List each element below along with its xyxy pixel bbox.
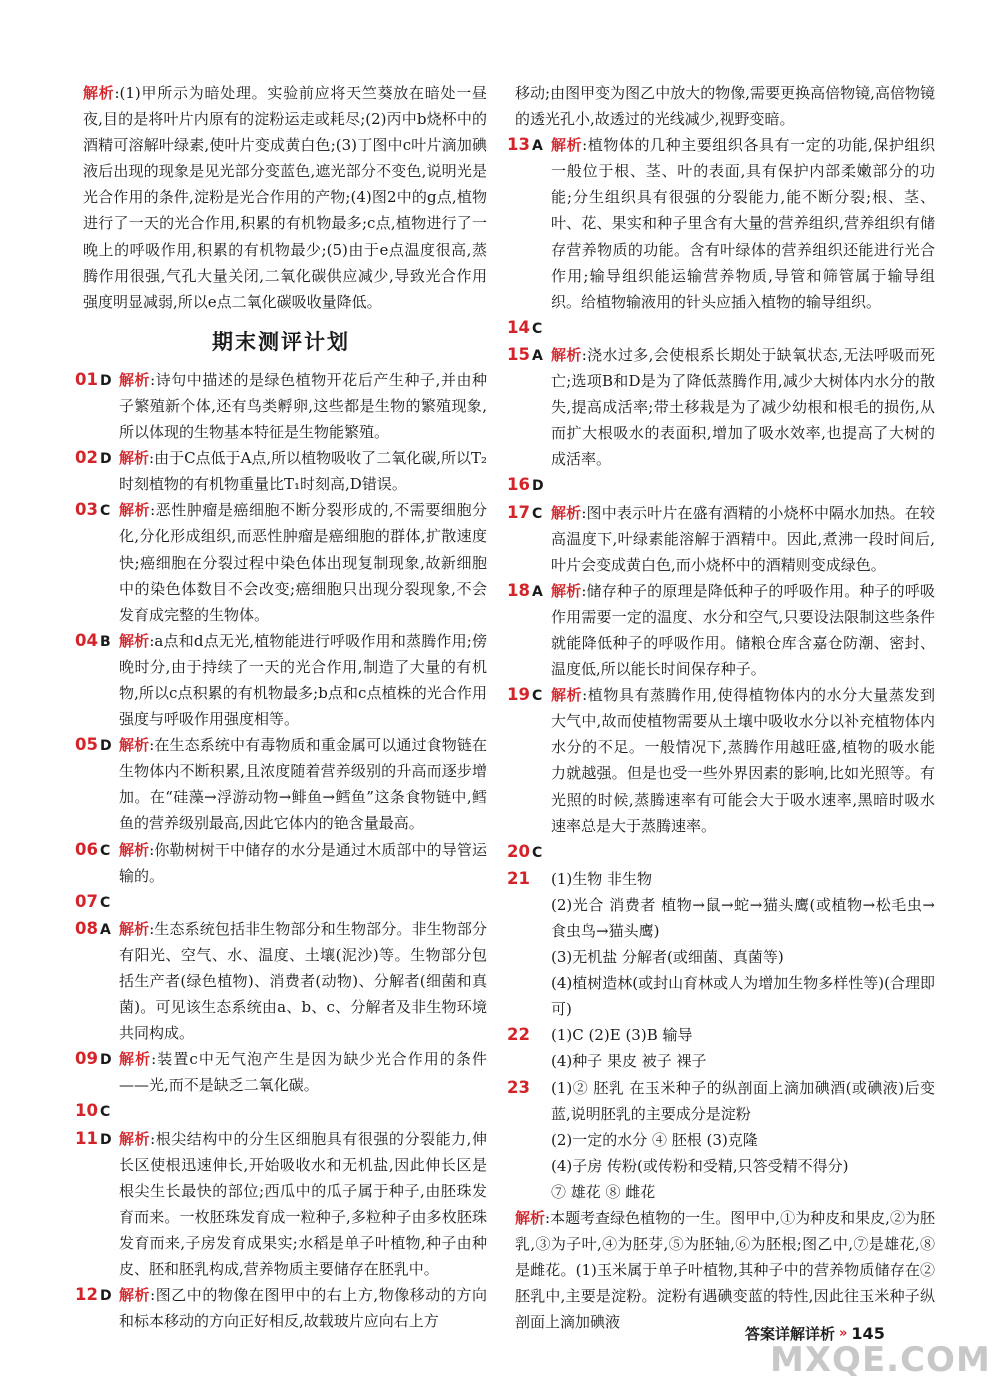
- answer-item-09: [75, 1046, 487, 1098]
- answer-letter: A: [531, 138, 543, 155]
- analysis-label: 解析: [119, 919, 150, 938]
- question-number: 03 C: [75, 500, 111, 520]
- answer-item-19: [507, 682, 935, 839]
- answer-item-12: [75, 1282, 487, 1334]
- answer-item-22: [507, 1022, 935, 1074]
- analysis-label: 解析: [551, 136, 583, 155]
- answer-item-04: [75, 628, 487, 732]
- continuation-text: 移动;由图甲变为图乙中放大的物像,需要更换高倍物镜,高倍物镜的透光孔小,故透过的光线减少,视野变暗。: [515, 84, 935, 129]
- answer-item-20: [507, 839, 935, 866]
- answer-letter: A: [531, 583, 543, 600]
- left-column: [75, 80, 487, 1334]
- answer-letter: C: [531, 844, 543, 861]
- answer-letter: C: [99, 894, 111, 911]
- answer-item-11: [75, 1126, 487, 1283]
- question-number: 09 D: [75, 1049, 112, 1069]
- question-number: 01 D: [75, 369, 112, 389]
- question-number: 13 A: [507, 135, 543, 155]
- answer-letter: B: [99, 633, 111, 650]
- answer-line: (1)生物 非生物: [551, 869, 653, 888]
- answer-line: (1)C (2)E (3)B 输导: [551, 1026, 693, 1045]
- analysis-text: :恶性肿瘤是癌细胞不断分裂形成的,不需要细胞分化,分化形成组织,而恶性肿瘤是癌细胞的群体,扩散速度快;癌细胞在分裂过程中染色体出现复制现象,故新细胞中的染色体数目不会改变;癌细胞只出现分裂现象,不会发育成完整的生物体。: [119, 501, 487, 624]
- answer-letter: C: [99, 503, 111, 520]
- analysis-label: 解析: [119, 840, 150, 859]
- answer-item-15: [507, 342, 935, 472]
- answer-item-08: [75, 916, 487, 1046]
- answer-item-03: [75, 497, 487, 627]
- answer-item-13: [507, 132, 935, 315]
- answer-list: [75, 367, 487, 1334]
- analysis-text: :图乙中的物像在图甲中的右上方,物像移动的方向和标本移动的方向正好相反,故载玻片应向右上方: [119, 1286, 487, 1331]
- analysis-label: 解析: [551, 686, 583, 705]
- question-number: 18 A: [507, 580, 543, 600]
- question-number: 16 D: [507, 475, 544, 495]
- answer-list: [507, 132, 935, 866]
- answer-item-14: [507, 315, 935, 342]
- question-number: 14 C: [507, 317, 543, 337]
- analysis-text: :浇水过多,会使根系长期处于缺氧状态,无法呼吸而死亡;选项B和D是为了降低蒸腾作用,减少大树体内水分的散失,提高成活率;带土移栽是为了减少幼根和根毛的损伤,从而扩大根吸水的表面积,增加了吸水效率,也提高了大树的成活率。: [551, 345, 935, 469]
- analysis-text: :a点和d点无光,植物能进行呼吸作用和蒸腾作用;傍晚时分,由于持续了一天的光合作用,制造了大量的有机物,所以c点积累的有机物最多;b点和c点植株的光合作用强度与呼吸作用强度相等。: [119, 631, 487, 729]
- question-number: 20 C: [507, 841, 543, 861]
- analysis-text: :装置c中无气泡产生是因为缺少光合作用的条件——光,而不是缺乏二氧化碳。: [119, 1050, 487, 1095]
- analysis-text: :(1)甲所示为暗处理。实验前应将天竺葵放在暗处一昼夜,目的是将叶片内原有的淀粉运走或耗尽;(2)丙中b烧杯中的酒精可溶解叶绿素,使叶片变成黄白色;(3)丁图中c叶片滴加碘液后出现的现象是见光部分变蓝色,遮光部分不变色,说明光是光合作用的条件,淀粉是光合作用的产物;(4)图2中的g点,植物进行了一天的光合作用,积累的有机物最多;c点,植物进行了一晚上的呼吸作用,积累的有机物最少;(5)由于e点温度很高,蒸腾作用很强,气孔大量关闭,二氧化碳供应减少,导致光合作用强度明显减弱,所以e点二氧化碳吸收量降低。: [83, 84, 487, 311]
- analysis-label: 解析: [119, 1129, 151, 1148]
- question-number: 05 D: [75, 735, 112, 755]
- answer-line: (4)植树造林(或封山育林或人为增加生物多样性等)(合理即可): [551, 974, 935, 1019]
- answer-letter: D: [99, 372, 112, 389]
- analysis-label: 解析: [119, 736, 150, 755]
- page-number: 145: [851, 1323, 885, 1343]
- continuation-paragraph: [507, 80, 935, 132]
- answer-letter: C: [531, 505, 543, 522]
- answer-letter: D: [99, 738, 112, 755]
- answer-item-02: [75, 445, 487, 497]
- question-number: 21: [507, 868, 530, 888]
- answer-item-01: [75, 367, 487, 445]
- section-title: 期末测评计划: [212, 329, 350, 354]
- answer-letter: C: [531, 320, 543, 337]
- question-number: 07 C: [75, 891, 111, 911]
- answer-letter: D: [99, 1131, 112, 1148]
- question-number: 08 A: [75, 918, 111, 938]
- answer-item-07: [75, 889, 487, 916]
- answer-item-18: [507, 578, 935, 682]
- question-number: 11 D: [75, 1128, 112, 1148]
- analysis-text: :你勒树树干中储存的水分是通过木质部中的导管运输的。: [119, 840, 487, 885]
- answer-letter: D: [99, 1052, 112, 1069]
- question-number: 23: [507, 1077, 530, 1097]
- analysis-label: 解析: [551, 503, 582, 522]
- answer-line: (4)种子 果皮 被子 裸子: [551, 1052, 707, 1071]
- footer-label: 答案详解详析: [745, 1324, 836, 1343]
- analysis-text: :根尖结构中的分生区细胞具有很强的分裂能力,伸长区使根迅速伸长,开始吸收水和无机盐,因此伸长区是根尖生长最快的部位;西瓜中的瓜子属于种子,由胚珠发育而来。一枚胚珠发育成一粒种子,多粒种子由多枚胚珠发育而来,子房发育成果实;水稻是单子叶植物,种子由种皮、胚和胚乳构成,营养物质主要储存在胚乳中。: [119, 1129, 487, 1279]
- analysis-text: :植物体的几种主要组织各具有一定的功能,保护组织一般位于根、茎、叶的表面,具有保护内部柔嫩部分的功能;分生组织具有很强的分裂能力,能不断分裂;根、茎、叶、花、果实和种子里含有大量的营养组织,营养组织有储存营养物质的功能。含有叶绿体的营养组织还能进行光合作用;输导组织能运输营养物质,导管和筛管属于输导组织。给植物输液用的针头应插入植物的输导组织。: [551, 136, 935, 311]
- chevron-right-icon: »: [839, 1325, 848, 1341]
- answer-item-06: [75, 837, 487, 889]
- answer-line: (1)② 胚乳 在玉米种子的纵剖面上滴加碘酒(或碘液)后变蓝,说明胚乳的主要成分是淀粉: [551, 1078, 935, 1123]
- answer-letter: A: [99, 921, 111, 938]
- watermark: MXQE.COM: [770, 1340, 991, 1380]
- analysis-text: :储存种子的原理是降低种子的呼吸作用。种子的呼吸作用需要一定的温度、水分和空气,只要设法限制这些条件就能降低种子的呼吸作用。储粮仓库含嘉仓防潮、密封、温度低,所以能长时间保存种子。: [551, 581, 935, 679]
- analysis-label: 解析: [119, 449, 150, 468]
- answer-item-17: [507, 500, 935, 578]
- question-number: 22: [507, 1025, 530, 1045]
- analysis-label: 解析: [83, 84, 115, 102]
- analysis-text: :生态系统包括非生物部分和生物部分。非生物部分有阳光、空气、水、温度、土壤(泥沙)等。生物部分包括生产者(绿色植物)、消费者(动物)、分解者(细菌和真菌)。可见该生态系统由a、b、c、分解者及非生物环境共同构成。: [119, 919, 487, 1043]
- question-number: 10 C: [75, 1101, 111, 1121]
- analysis-text: :在生态系统中有毒物质和重金属可以通过食物链在生物体内不断积累,且浓度随着营养级别的升高而逐步增加。在“硅藻→浮游动物→鲱鱼→鳕鱼”这条食物链中,鳕鱼的营养级别最高,因此它体内的铯含量最高。: [119, 736, 487, 833]
- analysis-text: :植物具有蒸腾作用,使得植物体内的水分大量蒸发到大气中,故而使植物需要从土壤中吸收水分以补充植物体内水分的不足。一般情况下,蒸腾作用越旺盛,植物的吸水能力就越强。但是也受一些外界因素的影响,比如光照等。有光照的时候,蒸腾速率有可能会大于吸水速率,黑暗时吸水速率总是大于蒸腾速率。: [551, 686, 935, 835]
- answer-line: (2)一定的水分 ④ 胚根 (3)克隆: [551, 1130, 758, 1149]
- answer-item-10: [75, 1098, 487, 1125]
- answer-item-16: [507, 472, 935, 499]
- analysis-label: 解析: [119, 1050, 152, 1069]
- question-number: 12 D: [75, 1285, 112, 1305]
- answer-line: ⑦ 雄花 ⑧ 雌花: [551, 1182, 656, 1201]
- question-number: 06 C: [75, 839, 111, 859]
- answer-item-05: [75, 732, 487, 836]
- analysis-label: 解析: [119, 370, 151, 389]
- analysis-text: :本题考查绿色植物的一生。图甲中,①为种皮和果皮,②为胚乳,③为子叶,④为胚芽,⑤为胚轴,⑥为胚根;图乙中,⑦是雄花,⑧是雌花。(1)玉米属于单子叶植物,其种子中的营养物质储存在②胚乳中,主要是淀粉。淀粉有遇碘变蓝的特性,因此往玉米种子纵剖面上滴加碘液: [515, 1209, 935, 1332]
- analysis-text: :由于C点低于A点,所以植物吸收了二氧化碳,所以T₂时刻植物的有机物重量比T₁时刻高,D错误。: [119, 449, 487, 494]
- answer-line: (3)无机盐 分解者(或细菌、真菌等): [551, 948, 784, 967]
- analysis-label: 解析: [551, 581, 582, 600]
- analysis-label: 解析: [119, 501, 151, 520]
- analysis-label: 解析: [551, 345, 582, 364]
- analysis-label: 解析: [515, 1209, 546, 1228]
- answer-letter: C: [99, 1104, 111, 1121]
- answer-letter: D: [99, 1288, 112, 1305]
- analysis-text: :图中表示叶片在盛有酒精的小烧杯中隔水加热。在较高温度下,叶绿素能溶解于酒精中。因此,煮沸一段时间后,叶片会变成黄白色,而小烧杯中的酒精则变成绿色。: [551, 503, 935, 574]
- analysis-label: 解析: [119, 1286, 151, 1305]
- question-number: 02 D: [75, 448, 112, 468]
- analysis-label: 解析: [119, 631, 150, 650]
- answer-letter: D: [531, 478, 544, 495]
- right-column: [507, 80, 935, 1336]
- analysis-text: :诗句中描述的是绿色植物开花后产生种子,并由种子繁殖新个体,还有鸟类孵卵,这些都是生物的繁殖现象,所以体现的生物基本特征是生物能繁殖。: [119, 370, 487, 442]
- answer-line: (2)光合 消费者 植物→鼠→蛇→猫头鹰(或植物→松毛虫→食虫鸟→猫头鹰): [551, 895, 935, 940]
- question-number: 17 C: [507, 502, 543, 522]
- question-number: 15 A: [507, 344, 543, 364]
- answer-letter: A: [531, 347, 543, 364]
- analysis-paragraph-23: [507, 1205, 935, 1335]
- answer-letter: D: [99, 451, 112, 468]
- answer-item-23: [507, 1075, 935, 1205]
- answer-letter: C: [99, 842, 111, 859]
- answer-letter: C: [531, 688, 543, 705]
- question-number: 19 C: [507, 685, 543, 705]
- answer-item-21: [507, 866, 935, 1023]
- answer-line: (4)子房 传粉(或传粉和受精,只答受精不得分): [551, 1156, 849, 1175]
- question-number: 04 B: [75, 630, 111, 650]
- intro-paragraph: [75, 80, 487, 315]
